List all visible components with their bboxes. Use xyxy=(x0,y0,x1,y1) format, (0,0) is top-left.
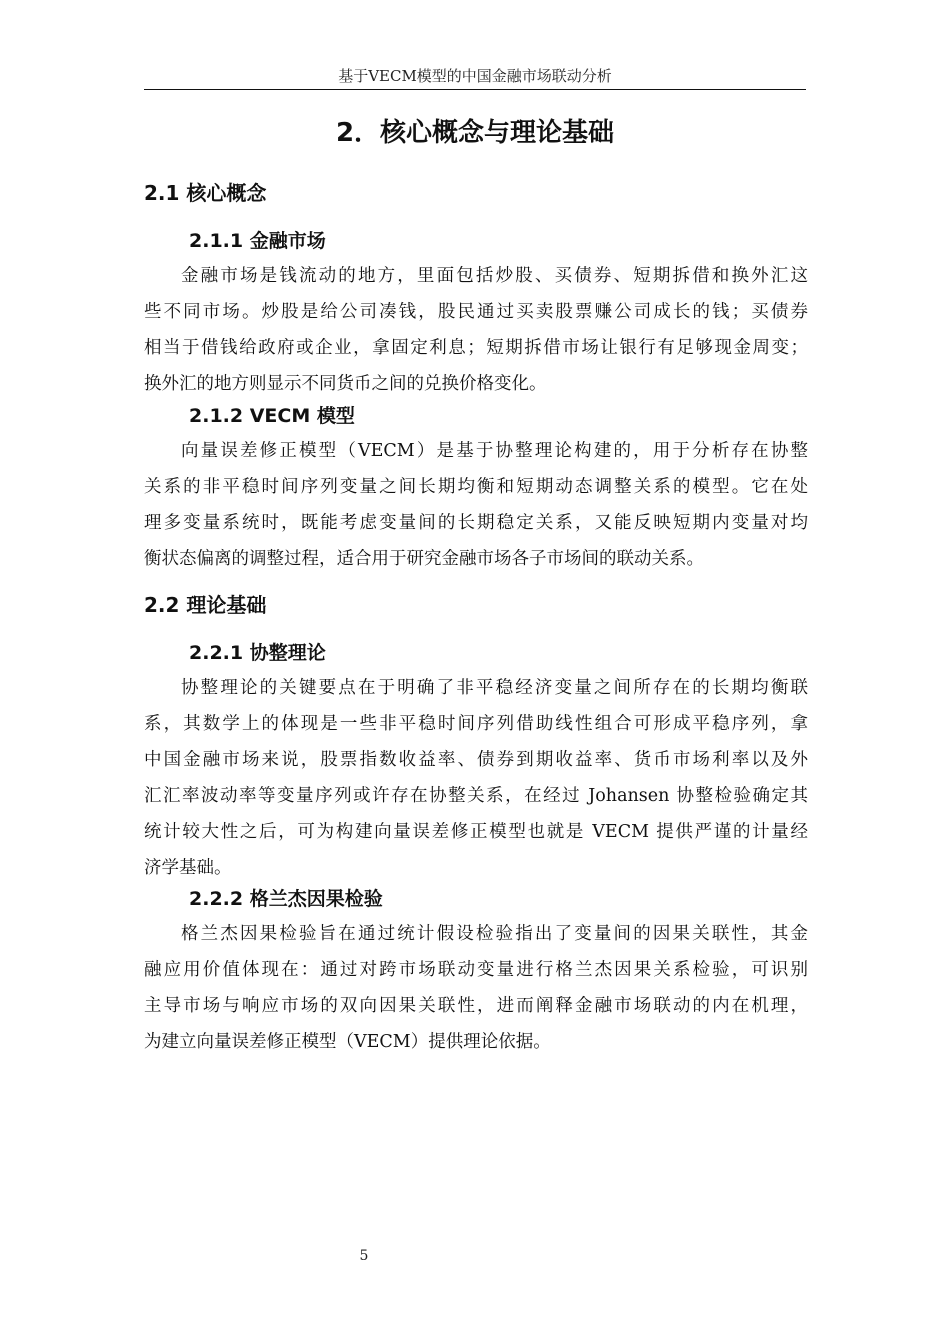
paragraph-cointegration xyxy=(144,670,808,886)
paragraph-line: 系，其数学上的体现是一些非平稳时间序列借助线性组合可形成平稳序列，拿 xyxy=(144,714,808,734)
header-rule xyxy=(144,89,806,90)
paragraph-financial-market xyxy=(144,258,808,402)
paragraph-line: 主导市场与响应市场的双向因果关联性，进而阐释金融市场联动的内在机理， xyxy=(144,996,808,1016)
paragraph-line: 金融市场是钱流动的地方，里面包括炒股、买债券、短期拆借和换外汇这 xyxy=(181,266,808,286)
subsection-heading-2-1-1: 2.1.1 金融市场 xyxy=(189,230,326,252)
paragraph-line: 换外汇的地方则显示不同货币之间的兑换价格变化。 xyxy=(144,374,547,394)
paragraph-line: 济学基础。 xyxy=(144,858,232,878)
paragraph-line: 相当于借钱给政府或企业，拿固定利息；短期拆借市场让银行有足够现金周变； xyxy=(144,338,808,358)
paragraph-granger-causality xyxy=(144,916,808,1060)
paragraph-line: 衡状态偏离的调整过程，适合用于研究金融市场各子市场间的联动关系。 xyxy=(144,549,704,569)
running-header: 基于VECM模型的中国金融市场联动分析 xyxy=(338,67,612,85)
paragraph-line: 融应用价值体现在：通过对跨市场联动变量进行格兰杰因果关系检验，可识别 xyxy=(144,960,808,980)
subsection-heading-2-2-1: 2.2.1 协整理论 xyxy=(189,642,326,664)
page-number: 5 xyxy=(359,1248,369,1264)
paragraph-line: 汇汇率波动率等变量序列或许存在协整关系，在经过 Johansen 协整检验确定其 xyxy=(144,786,808,806)
paragraph-vecm-model xyxy=(144,433,808,577)
section-heading-2-1: 2.1 核心概念 xyxy=(144,181,267,205)
paragraph-line: 理多变量系统时，既能考虑变量间的长期稳定关系，又能反映短期内变量对均 xyxy=(144,513,808,533)
paragraph-line: 关系的非平稳时间序列变量之间长期均衡和短期动态调整关系的模型。它在处 xyxy=(144,477,808,497)
paragraph-line: 些不同市场。炒股是给公司凑钱，股民通过买卖股票赚公司成长的钱；买债券 xyxy=(144,302,808,322)
paragraph-line: 格兰杰因果检验旨在通过统计假设检验指出了变量间的因果关联性，其金 xyxy=(181,924,808,944)
chapter-title: 2．核心概念与理论基础 xyxy=(335,118,615,148)
section-heading-2-2: 2.2 理论基础 xyxy=(144,593,267,617)
paragraph-line: 为建立向量误差修正模型（VECM）提供理论依据。 xyxy=(144,1032,551,1052)
paragraph-line: 统计较大性之后，可为构建向量误差修正模型也就是 VECM 提供严谨的计量经 xyxy=(144,822,808,842)
subsection-heading-2-1-2: 2.1.2 VECM 模型 xyxy=(189,405,355,427)
subsection-heading-2-2-2: 2.2.2 格兰杰因果检验 xyxy=(189,888,383,910)
paragraph-line: 协整理论的关键要点在于明确了非平稳经济变量之间所存在的长期均衡联 xyxy=(181,678,808,698)
paragraph-line: 中国金融市场来说，股票指数收益率、债券到期收益率、货币市场利率以及外 xyxy=(144,750,808,770)
paragraph-line: 向量误差修正模型（VECM）是基于协整理论构建的，用于分析存在协整 xyxy=(181,441,808,461)
